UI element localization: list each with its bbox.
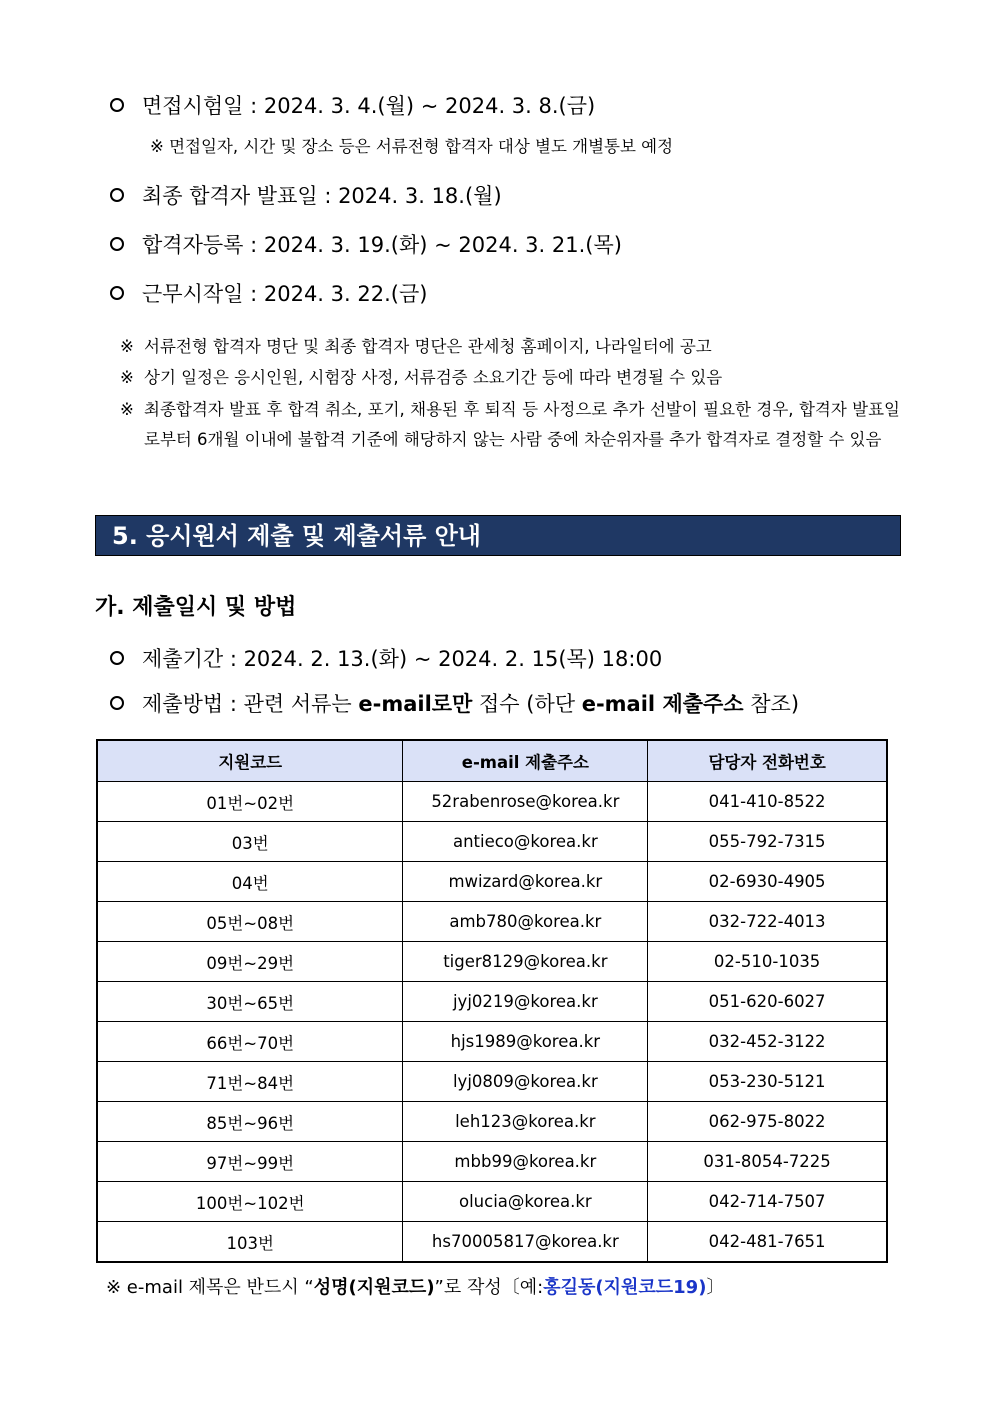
foot-bold: 성명(지원코드) bbox=[313, 1277, 435, 1298]
method-text bbox=[142, 688, 799, 718]
method-bold2: e-mail 제출주소 bbox=[581, 692, 744, 716]
note-text: 최종합격자 발표 후 합격 취소, 포기, 채용된 후 퇴직 등 사정으로 추가 선발이 필요한 경우, 합격자 발표일로부터 6개월 이내에 불합격 기준에 해당하지 않는 사람 중에 차순위자를 추가 합격자로 결정할 수 있음 bbox=[144, 400, 900, 449]
cell-email: hjs1989@korea.kr bbox=[403, 1022, 648, 1062]
cell-phone: 062-975-8022 bbox=[648, 1102, 887, 1142]
cell-phone: 041-410-8522 bbox=[648, 782, 887, 822]
bullet-circle-icon bbox=[110, 651, 124, 665]
cell-code: 09번~29번 bbox=[97, 942, 403, 982]
method-bold: e-mail로만 bbox=[358, 692, 473, 716]
period-item bbox=[110, 643, 662, 673]
cell-email: hs70005817@korea.kr bbox=[403, 1222, 648, 1263]
interview-note: ※ 면접일자, 시간 및 장소 등은 서류전형 합격자 대상 별도 개별통보 예정 bbox=[150, 137, 674, 156]
table-header-row bbox=[97, 740, 887, 782]
note-mark: ※ bbox=[120, 337, 134, 356]
period-text: 제출기간 : 2024. 2. 13.(화) ~ 2024. 2. 15(목) 18:00 bbox=[142, 647, 663, 671]
cell-code: 85번~96번 bbox=[97, 1102, 403, 1142]
schedule-item bbox=[110, 229, 622, 259]
cell-phone: 02-6930-4905 bbox=[648, 862, 887, 902]
email-subject-note bbox=[106, 1273, 724, 1299]
cell-phone: 032-722-4013 bbox=[648, 902, 887, 942]
cell-phone: 053-230-5121 bbox=[648, 1062, 887, 1102]
cell-code: 71번~84번 bbox=[97, 1062, 403, 1102]
schedule-text: 면접시험일 : 2024. 3. 4.(월) ~ 2024. 3. 8.(금) bbox=[142, 94, 596, 118]
section-title: 5. 응시원서 제출 및 제출서류 안내 bbox=[95, 515, 901, 556]
schedule-text: 합격자등록 : 2024. 3. 19.(화) ~ 2024. 3. 21.(목) bbox=[142, 233, 622, 257]
schedule-item bbox=[110, 180, 502, 210]
cell-phone: 042-481-7651 bbox=[648, 1222, 887, 1263]
note-text: 상기 일정은 응시인원, 시험장 사정, 서류검증 소요기간 등에 따라 변경될 수 있음 bbox=[144, 368, 723, 387]
table-row bbox=[97, 1062, 887, 1102]
table-row bbox=[97, 1182, 887, 1222]
cell-code: 03번 bbox=[97, 822, 403, 862]
bullet-circle-icon bbox=[110, 696, 124, 710]
cell-email: mbb99@korea.kr bbox=[403, 1142, 648, 1182]
cell-email: jyj0219@korea.kr bbox=[403, 982, 648, 1022]
foot-middle: ”로 작성〔예: bbox=[434, 1277, 544, 1298]
cell-email: mwizard@korea.kr bbox=[403, 862, 648, 902]
table-row bbox=[97, 1222, 887, 1263]
cell-code: 05번~08번 bbox=[97, 902, 403, 942]
cell-code: 97번~99번 bbox=[97, 1142, 403, 1182]
table-row bbox=[97, 1142, 887, 1182]
cell-email: olucia@korea.kr bbox=[403, 1182, 648, 1222]
table-row bbox=[97, 822, 887, 862]
bullet-circle-icon bbox=[110, 98, 124, 112]
cell-phone: 042-714-7507 bbox=[648, 1182, 887, 1222]
cell-code: 100번~102번 bbox=[97, 1182, 403, 1222]
cell-phone: 051-620-6027 bbox=[648, 982, 887, 1022]
schedule-text: 근무시작일 : 2024. 3. 22.(금) bbox=[142, 282, 428, 306]
note-mark: ※ bbox=[120, 368, 134, 387]
foot-example: 홍길동(지원코드19) bbox=[543, 1277, 707, 1298]
subsection-title: 가. 제출일시 및 방법 bbox=[95, 595, 297, 620]
schedule-text: 최종 합격자 발표일 : 2024. 3. 18.(월) bbox=[142, 184, 502, 208]
cell-code: 01번~02번 bbox=[97, 782, 403, 822]
note-item bbox=[120, 363, 722, 393]
table-row bbox=[97, 902, 887, 942]
table-row bbox=[97, 782, 887, 822]
cell-email: lyj0809@korea.kr bbox=[403, 1062, 648, 1102]
cell-code: 04번 bbox=[97, 862, 403, 902]
note-mark: ※ bbox=[120, 400, 134, 419]
header-code: 지원코드 bbox=[97, 740, 403, 782]
table-row bbox=[97, 982, 887, 1022]
cell-email: 52rabenrose@korea.kr bbox=[403, 782, 648, 822]
cell-phone: 055-792-7315 bbox=[648, 822, 887, 862]
bullet-circle-icon bbox=[110, 188, 124, 202]
table-row bbox=[97, 862, 887, 902]
note-item bbox=[120, 332, 712, 362]
bullet-circle-icon bbox=[110, 286, 124, 300]
cell-email: tiger8129@korea.kr bbox=[403, 942, 648, 982]
header-phone: 담당자 전화번호 bbox=[648, 740, 887, 782]
cell-email: antieco@korea.kr bbox=[403, 822, 648, 862]
cell-code: 103번 bbox=[97, 1222, 403, 1263]
foot-end: 〕 bbox=[706, 1277, 725, 1298]
contact-table bbox=[96, 739, 888, 1263]
note-text: 서류전형 합격자 명단 및 최종 합격자 명단은 관세청 홈페이지, 나라일터에 공고 bbox=[144, 337, 712, 356]
cell-code: 66번~70번 bbox=[97, 1022, 403, 1062]
method-prefix: 제출방법 : 관련 서류는 bbox=[142, 692, 359, 716]
cell-phone: 02-510-1035 bbox=[648, 942, 887, 982]
foot-prefix: ※ e-mail 제목은 반드시 “ bbox=[106, 1277, 314, 1298]
schedule-item bbox=[110, 278, 427, 308]
bullet-circle-icon bbox=[110, 237, 124, 251]
method-suffix: 접수 (하단 bbox=[472, 692, 582, 716]
table-row bbox=[97, 1102, 887, 1142]
note-item bbox=[120, 395, 900, 455]
method-end: 참조) bbox=[743, 692, 800, 716]
table-row bbox=[97, 942, 887, 982]
cell-email: amb780@korea.kr bbox=[403, 902, 648, 942]
cell-phone: 031-8054-7225 bbox=[648, 1142, 887, 1182]
cell-phone: 032-452-3122 bbox=[648, 1022, 887, 1062]
schedule-item bbox=[110, 90, 595, 120]
header-email: e-mail 제출주소 bbox=[403, 740, 648, 782]
method-item bbox=[110, 688, 799, 718]
cell-email: leh123@korea.kr bbox=[403, 1102, 648, 1142]
table-row bbox=[97, 1022, 887, 1062]
cell-code: 30번~65번 bbox=[97, 982, 403, 1022]
